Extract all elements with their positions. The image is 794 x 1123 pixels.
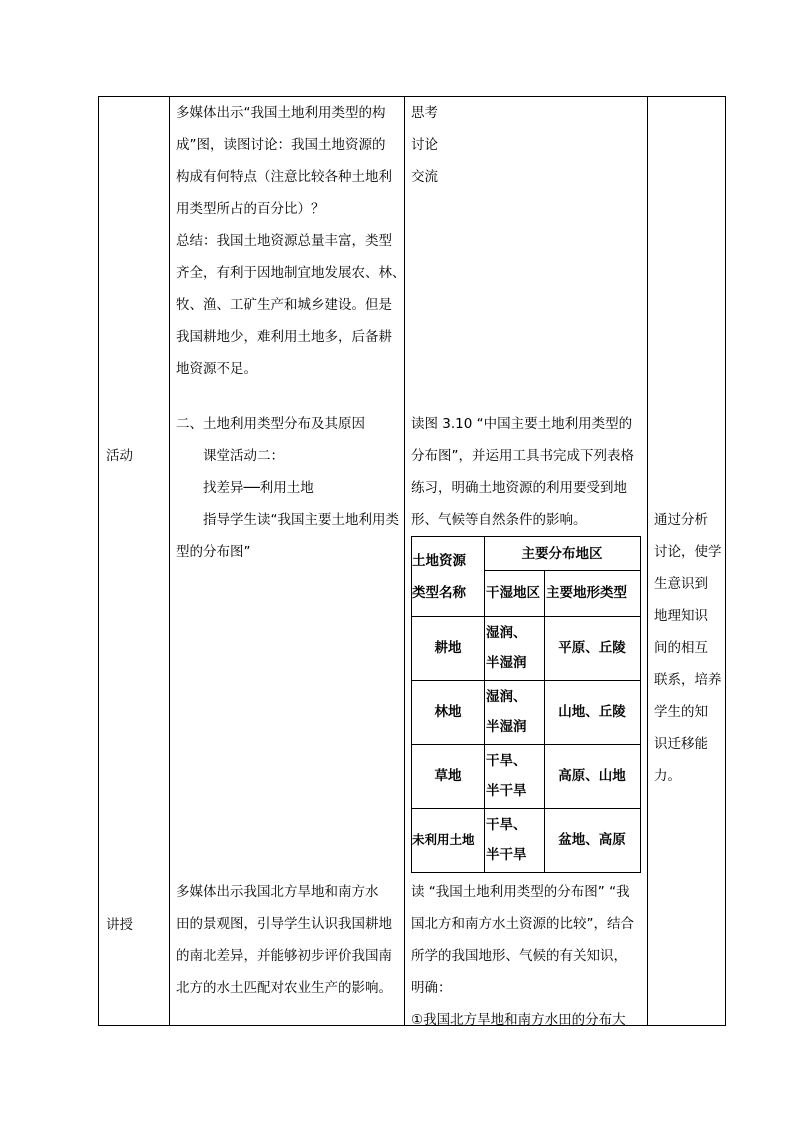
student-reading-task-2: 读 “我国土地利用类型的分布图” “我 国北方和南方水土资源的比较”，结合 所学的我国地形、气候的有关知识， 明确： ①我国北方旱地和南方水田的分布大 (411, 884, 634, 1028)
land-use-table: 土地资源 类型名称 主要分布地区 干湿地区 主要地形类型 耕地 湿润、 半湿润 平原、丘陵 林地 湿润、 半湿润 山地、丘陵 草地 干旱、 半干旱 高原、山地 未利用土地 干旱、 半干旱 盆地、高原 (411, 536, 641, 873)
header-distribution: 主要分布地区 (521, 546, 603, 562)
table-row-terrain: 盆地、高原 (558, 832, 626, 848)
header-humidity: 干湿地区 (486, 585, 540, 601)
teacher-paragraph-3: 多媒体出示我国北方旱地和南方水 田的景观图，引导学生认识我国耕地 的南北差异，并能够初步评价我国南 北方的水土匹配对农业生产的影响。 (176, 884, 392, 996)
lesson-table (98, 96, 726, 1026)
table-row-name: 草地 (434, 768, 462, 784)
header-terrain: 主要地形类型 (546, 585, 627, 601)
table-row-name: 林地 (434, 704, 462, 720)
table-row-humidity: 湿润、 (486, 689, 527, 705)
table-row-humidity: 湿润、 (486, 625, 527, 641)
row-label-lecture: 讲授 (106, 917, 133, 933)
table-row-terrain: 平原、丘陵 (558, 640, 626, 656)
row-label-activity: 活动 (106, 448, 133, 464)
column-divider-3 (647, 97, 648, 1025)
column-divider-1 (169, 97, 170, 1025)
header-land-name: 类型名称 (412, 585, 466, 601)
table-row-name: 耕地 (434, 640, 462, 656)
student-reading-task-1: 读图 3.10 “中国主要土地利用类型的 分布图”，并运用工具书完成下列表格 练习，明确土地资源的利用要受到地 形、气候等自然条件的影响。 (411, 416, 634, 528)
teacher-section-2: 二、土地利用类型分布及其原因 课堂活动二： 找差异──利用土地 指导学生读“我国主要土地利用类 型的分布图” (176, 416, 399, 560)
table-row-terrain: 高原、山地 (558, 768, 626, 784)
table-row-name: 未利用土地 (412, 832, 475, 847)
table-row-terrain: 山地、丘陵 (558, 704, 626, 720)
goal-text: 通过分析 讨论，使学 生意识到 地理知识 间的相互 联系，培养 学生的知 识迁移能 力。 (654, 512, 722, 784)
student-actions: 思考 讨论 交流 (411, 105, 438, 185)
teacher-paragraph-1: 多媒体出示“我国土地利用类型的构 成”图，读图讨论：我国土地资源的 构成有何特点（注意比较各种土地利 用类型所占的百分比）？ 总结：我国土地资源总量丰富，类型 齐全，有利于因地制宜地发展农、林、 牧、渔、工矿生产和城乡建设。但是 我国耕地少，难利用土地多，后备耕 地资源不足。 (176, 105, 406, 377)
table-row-humidity: 干旱、 (486, 753, 527, 769)
header-land-type: 土地资源 (412, 553, 466, 569)
table-row-humidity: 干旱、 (486, 817, 527, 833)
